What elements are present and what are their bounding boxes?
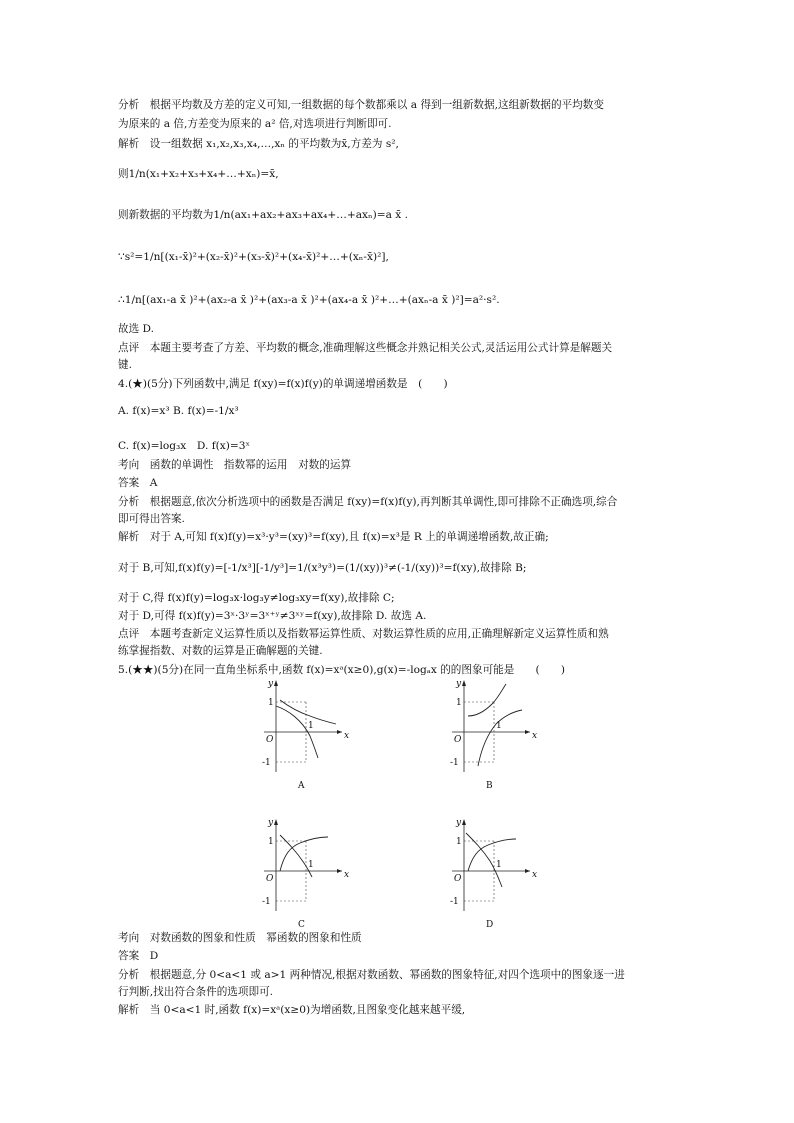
text-line: 对于 B,可知,f(x)f(y)=[-1/x³][-1/y³]=1/(x³y³)=(1/(xy))³≠(-1/(xy))³=f(xy),故排除 B; — [118, 562, 527, 574]
question-4-stem: 4.(★)(5分)下列函数中,满足 f(xy)=f(x)f(y)的单调递增函数是 ( ) — [118, 378, 448, 390]
tick-label-x-one: 1 — [308, 721, 314, 731]
log-curve — [478, 710, 522, 766]
tick-label-x-one: 1 — [496, 860, 502, 870]
text-line: ∴1/n[(ax₁-a x̄ )²+(ax₂-a x̄ )²+(ax₃-a x̄ )²+(ax₄-a x̄ )²+…+(axₙ-a x̄ )²]=a²·s². — [118, 294, 500, 306]
x-axis-arrow — [337, 730, 342, 734]
tick-label-neg-one: -1 — [262, 897, 271, 907]
question-5-stem: 5.(★★)(5分)在同一直角坐标系中,函数 f(x)=xᵃ(x≥0),g(x)=-logₐx 的的图象可能是 ( ) — [118, 664, 565, 676]
text-line: 对于 D,可得 f(x)f(y)=3ˣ·3ʸ=3ˣ⁺ʸ≠3ˣʸ=f(xy),故排除 D. 故选 A. — [118, 610, 427, 622]
power-curve — [468, 839, 516, 871]
tick-label-x-one: 1 — [496, 721, 502, 731]
tick-label-one: 1 — [456, 698, 462, 708]
text-line: 点评 本题考查新定义运算性质以及指数幂运算性质、对数运算性质的应用,正确理解新定义运算性质和熟 — [118, 628, 609, 640]
y-axis-arrow — [274, 819, 278, 825]
text-line: 对于 C,得 f(x)f(y)=log₃x·log₃y≠log₃xy=f(xy),故排除 C; — [118, 592, 395, 604]
graph-option-a — [258, 676, 358, 796]
text-line: 解析 当 0<a<1 时,函数 f(x)=xᵃ(x≥0)为增函数,且图象变化越来越平缓, — [118, 1004, 466, 1016]
coordinate-graph — [446, 815, 546, 935]
power-curve — [468, 684, 506, 716]
tick-label-neg-one: -1 — [450, 897, 459, 907]
y-axis-label: y — [456, 818, 462, 828]
y-axis-label: y — [268, 679, 274, 689]
origin-label: O — [454, 874, 462, 884]
text-line: 则1/n(x₁+x₂+x₃+x₄+…+xₙ)=x̄, — [118, 168, 279, 180]
x-axis-label: x — [344, 870, 350, 880]
y-axis-arrow — [274, 680, 278, 686]
text-line: 点评 本题主要考查了方差、平均数的概念,准确理解这些概念并熟记相关公式,灵活运用公式计算是解题关 — [118, 342, 613, 354]
tick-label-one: 1 — [456, 837, 462, 847]
text-line: 解析 设一组数据 x₁,x₂,x₃,x₄,…,xₙ 的平均数为x̄,方差为 s², — [118, 138, 399, 150]
text-line: 则新数据的平均数为1/n(ax₁+ax₂+ax₃+ax₄+…+axₙ)=a x̄ . — [118, 209, 409, 221]
text-line: 故选 D. — [118, 323, 155, 335]
x-axis-arrow — [525, 869, 530, 873]
graph-option-b — [446, 676, 546, 796]
x-axis-arrow — [525, 730, 530, 734]
coordinate-graph — [446, 676, 546, 796]
origin-label: O — [454, 735, 462, 745]
y-axis-label: y — [456, 679, 462, 689]
text-line: 键. — [118, 359, 132, 371]
origin-label: O — [266, 874, 274, 884]
text-line: 即可得出答案. — [118, 513, 185, 525]
text-line: 分析 根据题意,依次分析选项中的函数是否满足 f(xy)=f(x)f(y),再判断其单调性,即可排除不正确选项,综合 — [118, 496, 618, 508]
tick-label-x-one: 1 — [308, 860, 314, 870]
text-line: 答案 D — [118, 950, 159, 962]
tick-label-one: 1 — [268, 837, 274, 847]
y-axis-label: y — [268, 818, 274, 828]
tick-label-neg-one: -1 — [262, 758, 271, 768]
y-axis-arrow — [462, 680, 466, 686]
text-line: 答案 A — [118, 477, 158, 489]
graph-option-label: B — [486, 781, 493, 791]
text-line: ∵s²=1/n[(x₁-x̄)²+(x₂-x̄)²+(x₃-x̄)²+(x₄-x̄)²+…+(xₙ-x̄)²], — [118, 251, 389, 263]
text-line: 行判断,找出符合条件的选项即可. — [118, 986, 274, 998]
text-line: 练掌握指数、对数的运算是正确解题的关键. — [118, 645, 323, 657]
tick-label-neg-one: -1 — [450, 758, 459, 768]
x-axis-label: x — [532, 870, 538, 880]
x-axis-arrow — [337, 869, 342, 873]
y-axis-arrow — [462, 819, 466, 825]
text-line: 考向 对数函数的图象和性质 幂函数的图象和性质 — [118, 932, 362, 944]
origin-label: O — [266, 735, 274, 745]
text-line: 分析 根据平均数及方差的定义可知,一组数据的每个数都乘以 a 得到一组新数据,这组新数据的平均数变 — [118, 99, 604, 111]
graph-option-c — [258, 815, 358, 935]
coordinate-graph — [258, 676, 358, 796]
text-line: 解析 对于 A,可知 f(x)f(y)=x³·y³=(xy)³=f(xy),且 f(x)=x³是 R 上的单调递增函数,故正确; — [118, 531, 549, 543]
graph-option-d — [446, 815, 546, 935]
graph-option-label: D — [486, 920, 494, 930]
coordinate-graph — [258, 815, 358, 935]
tick-label-one: 1 — [268, 698, 274, 708]
x-axis-label: x — [344, 731, 350, 741]
text-line: 考向 函数的单调性 指数幂的运用 对数的运算 — [118, 459, 352, 471]
text-line: 分析 根据题意,分 0<a<1 或 a>1 两种情况,根据对数函数、幂函数的图象特征,对四个选项中的图象逐一进 — [118, 969, 625, 981]
question-4-options-ab: A. f(x)=x³ B. f(x)=-1/x³ — [118, 405, 239, 417]
text-line: 为原来的 a 倍,方差变为原来的 a² 倍,对选项进行判断即可. — [118, 118, 392, 130]
question-4-options-cd: C. f(x)=log₃x D. f(x)=3ˣ — [118, 440, 250, 452]
x-axis-label: x — [532, 731, 538, 741]
graph-option-label: C — [298, 920, 305, 930]
graph-option-label: A — [298, 781, 305, 791]
